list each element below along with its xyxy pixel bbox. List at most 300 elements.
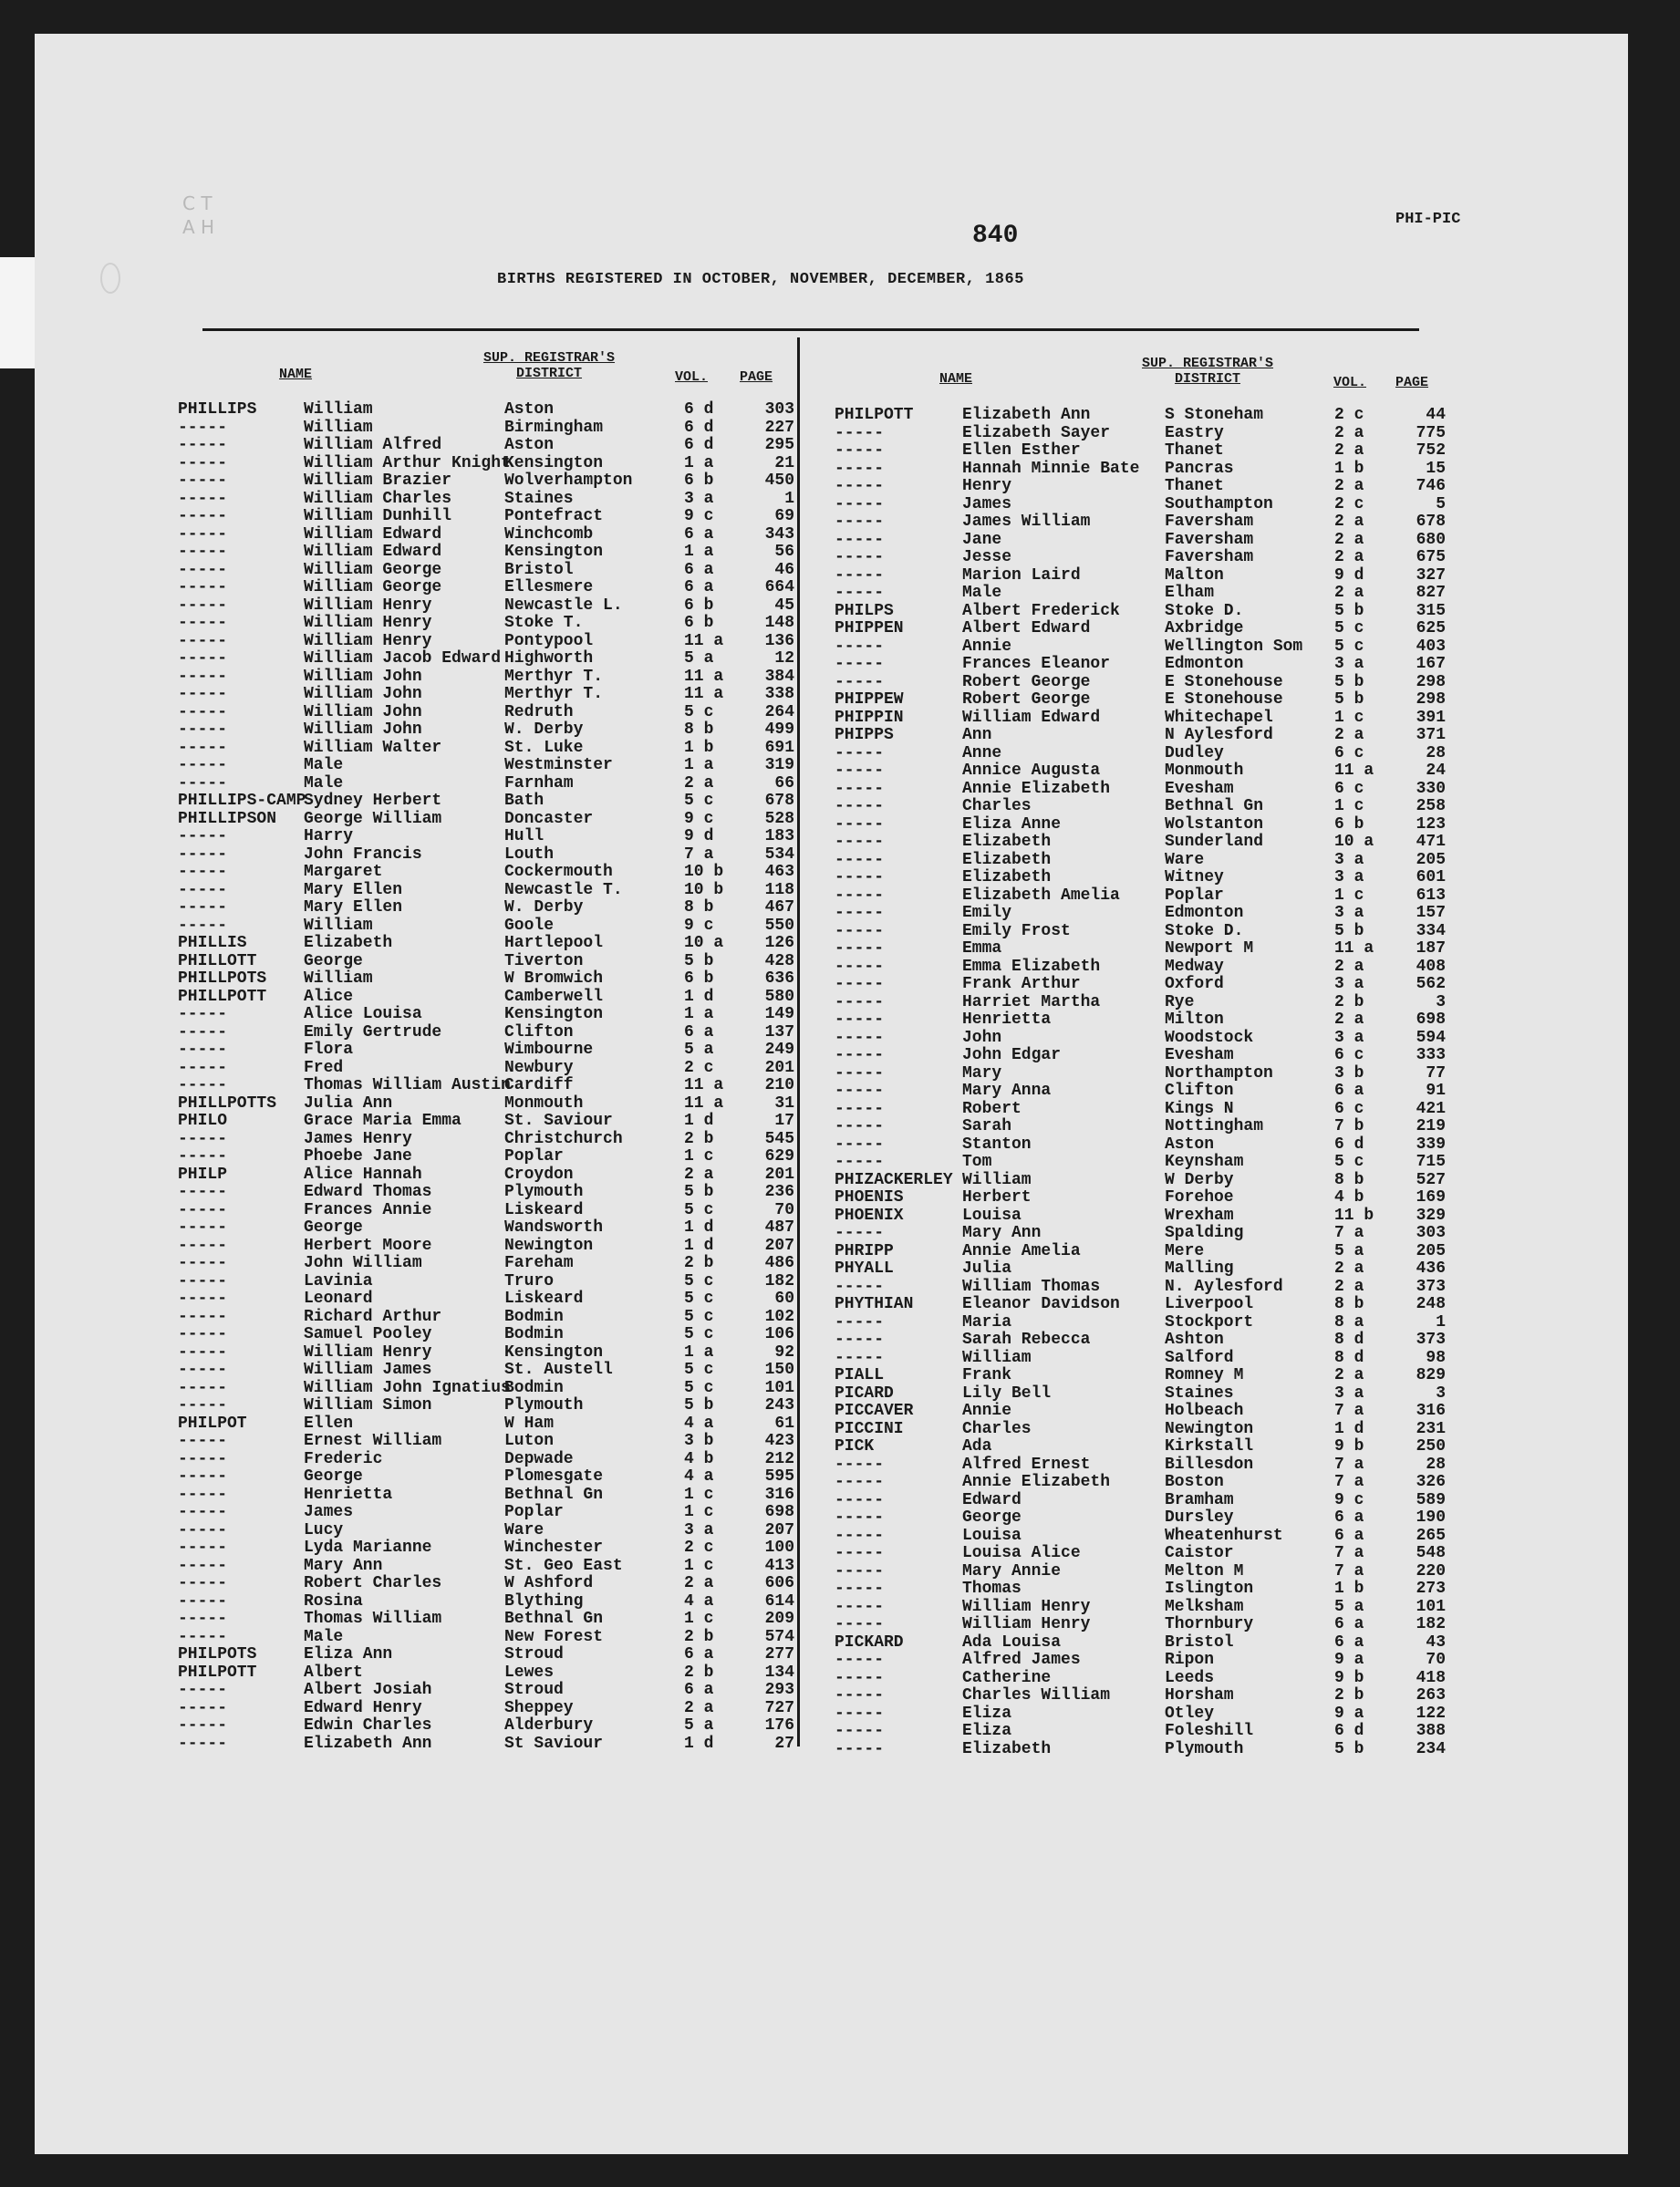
entry-district: Stroud bbox=[504, 1645, 564, 1664]
entry-page-ref: 21 bbox=[774, 453, 794, 472]
entry-district: Stockport bbox=[1165, 1312, 1254, 1332]
entry-district: Axbridge bbox=[1165, 619, 1244, 637]
entry-volume: 7 a bbox=[1334, 1224, 1364, 1242]
entry-page-ref: 373 bbox=[1416, 1277, 1446, 1296]
entry-volume: 2 a bbox=[1334, 1277, 1364, 1296]
entry-volume: 9 a bbox=[1334, 1704, 1364, 1723]
entry-volume: 1 c bbox=[684, 1556, 714, 1575]
entry-district: Kensington bbox=[504, 1005, 604, 1023]
header-district-left: SUP. REGISTRAR'S DISTRICT bbox=[483, 350, 616, 381]
entry-surname: ----- bbox=[178, 578, 228, 596]
entry-volume: 9 c bbox=[684, 507, 714, 525]
entry-surname: ----- bbox=[835, 1473, 885, 1491]
entry-surname: ----- bbox=[835, 1597, 885, 1616]
entry-district: Monmouth bbox=[504, 1094, 584, 1113]
entry-volume: 5 c bbox=[684, 1271, 714, 1290]
entry-district: Aston bbox=[1165, 1135, 1215, 1154]
entry-district: W Ashford bbox=[504, 1574, 594, 1592]
entry-volume: 1 a bbox=[684, 1005, 714, 1023]
entry-district: Liverpool bbox=[1165, 1295, 1254, 1313]
entry-page-ref: 629 bbox=[764, 1147, 794, 1166]
entry-volume: 6 a bbox=[684, 560, 714, 579]
entry-page-ref: 205 bbox=[1416, 1241, 1446, 1260]
entry-volume: 11 b bbox=[1334, 1206, 1374, 1225]
entry-given-name: Lucy bbox=[304, 1520, 344, 1539]
entry-page-ref: 678 bbox=[764, 792, 794, 810]
entry-volume: 1 d bbox=[684, 1218, 714, 1237]
entry-district: Medway bbox=[1165, 957, 1224, 976]
entry-page-ref: 827 bbox=[1416, 584, 1446, 602]
entry-volume: 6 c bbox=[1334, 743, 1364, 762]
entry-given-name: William bbox=[304, 969, 373, 988]
entry-district: Malton bbox=[1165, 565, 1224, 585]
entry-volume: 2 a bbox=[684, 1698, 714, 1717]
entry-given-name: William Henry bbox=[962, 1615, 1091, 1633]
entry-surname: ----- bbox=[178, 507, 228, 525]
entry-district: Newbury bbox=[504, 1058, 574, 1077]
entry-surname: ----- bbox=[178, 1290, 228, 1308]
entry-volume: 6 a bbox=[1334, 1508, 1364, 1527]
entry-district: Kirkstall bbox=[1165, 1437, 1254, 1456]
entry-district: St. Saviour bbox=[504, 1112, 613, 1130]
entry-district: Kings N bbox=[1165, 1099, 1234, 1118]
entry-surname: ----- bbox=[178, 614, 228, 632]
entry-given-name: Albert Edward bbox=[962, 619, 1091, 637]
entry-volume: 5 b bbox=[1334, 672, 1364, 691]
entry-volume: 5 c bbox=[684, 1200, 714, 1219]
entry-surname: ----- bbox=[835, 975, 885, 993]
entry-surname: PHILP bbox=[178, 1165, 228, 1184]
entry-volume: 5 c bbox=[684, 1325, 714, 1343]
entry-surname: ----- bbox=[178, 1307, 228, 1326]
entry-surname: PHILPS bbox=[835, 601, 894, 620]
entry-district: Milton bbox=[1165, 1011, 1224, 1029]
entry-volume: 7 a bbox=[1334, 1402, 1364, 1420]
entry-surname: ----- bbox=[835, 921, 885, 940]
entry-given-name: Mary Ellen bbox=[304, 898, 403, 917]
entry-surname: ----- bbox=[178, 1716, 228, 1735]
entry-district: W Derby bbox=[1165, 1170, 1234, 1189]
entry-given-name: Annice Augusta bbox=[962, 762, 1101, 780]
entry-surname: PHILPOTT bbox=[178, 1663, 257, 1682]
entry-volume: 9 d bbox=[684, 827, 714, 845]
entry-given-name: William Henry bbox=[304, 596, 432, 615]
entry-page-ref: 333 bbox=[1416, 1046, 1446, 1064]
entry-district: Bristol bbox=[504, 560, 574, 579]
entry-district: Newington bbox=[504, 1236, 594, 1255]
entry-page-ref: 295 bbox=[764, 436, 794, 454]
entry-surname: PHILPOTT bbox=[835, 406, 914, 424]
entry-given-name: Leonard bbox=[304, 1290, 373, 1308]
entry-district: Pontypool bbox=[504, 631, 594, 650]
entry-surname: ----- bbox=[178, 1467, 228, 1486]
entry-surname: ----- bbox=[178, 773, 228, 793]
entry-given-name: Alice Hannah bbox=[304, 1165, 422, 1184]
entry-district: Ware bbox=[504, 1520, 544, 1539]
entry-volume: 6 b bbox=[684, 596, 714, 615]
entry-district: St. Austell bbox=[504, 1361, 613, 1379]
entry-volume: 2 a bbox=[684, 773, 714, 793]
entry-volume: 5 c bbox=[684, 1378, 714, 1397]
entry-district: Wandsworth bbox=[504, 1218, 604, 1237]
entry-page-ref: 123 bbox=[1416, 814, 1446, 834]
entry-volume: 7 a bbox=[1334, 1544, 1364, 1562]
entry-volume: 2 a bbox=[1334, 1259, 1364, 1278]
entry-district: Poplar bbox=[1165, 886, 1224, 905]
entry-surname: ----- bbox=[178, 649, 228, 668]
entry-given-name: Phoebe Jane bbox=[304, 1147, 412, 1166]
entry-district: Whitechapel bbox=[1165, 708, 1273, 727]
entry-surname: ----- bbox=[178, 1485, 228, 1504]
entry-page-ref: 3 bbox=[1436, 1384, 1446, 1403]
entry-page-ref: 236 bbox=[764, 1183, 794, 1201]
entry-surname: ----- bbox=[178, 1698, 228, 1717]
entry-page-ref: 371 bbox=[1416, 726, 1446, 744]
entry-district: Merthyr T. bbox=[504, 685, 604, 703]
entry-district: Dudley bbox=[1165, 743, 1224, 762]
entry-surname: ----- bbox=[835, 1277, 885, 1296]
entry-surname: ----- bbox=[835, 1490, 885, 1509]
entry-district: Aston bbox=[504, 436, 555, 454]
entry-volume: 1 c bbox=[1334, 708, 1364, 727]
entry-given-name: Ellen Esther bbox=[962, 441, 1081, 460]
entry-district: Winchcomb bbox=[504, 524, 594, 544]
entry-district: Nottingham bbox=[1165, 1117, 1264, 1135]
entry-page-ref: 775 bbox=[1416, 423, 1446, 442]
entry-volume: 5 c bbox=[1334, 637, 1364, 656]
entry-volume: 6 a bbox=[684, 1022, 714, 1042]
entry-page-ref: 319 bbox=[764, 756, 794, 774]
entry-district: Pontefract bbox=[504, 507, 604, 525]
entry-volume: 5 b bbox=[1334, 601, 1364, 620]
entry-given-name: George bbox=[304, 1218, 363, 1237]
entry-district: N. Aylesford bbox=[1165, 1277, 1283, 1296]
entry-district: Horsham bbox=[1165, 1686, 1234, 1705]
entry-surname: ----- bbox=[178, 1218, 228, 1237]
entry-surname: PHIPPEW bbox=[835, 690, 904, 709]
entry-surname: ----- bbox=[178, 1342, 228, 1362]
entry-page-ref: 303 bbox=[764, 400, 794, 419]
entry-volume: 7 a bbox=[1334, 1561, 1364, 1581]
entry-page-ref: 436 bbox=[1416, 1259, 1446, 1278]
entry-surname: ----- bbox=[178, 1076, 228, 1094]
entry-page-ref: 66 bbox=[774, 773, 794, 793]
entry-given-name: Henrietta bbox=[962, 1011, 1052, 1029]
entry-page-ref: 28 bbox=[1426, 743, 1446, 762]
page-number: 840 bbox=[972, 222, 1019, 250]
entry-surname: ----- bbox=[178, 1378, 228, 1397]
entry-volume: 3 b bbox=[1334, 1063, 1364, 1083]
entry-district: Staines bbox=[1165, 1384, 1234, 1403]
entry-surname: ----- bbox=[178, 631, 228, 650]
entry-page-ref: 746 bbox=[1416, 477, 1446, 495]
entry-given-name: Thomas bbox=[962, 1580, 1021, 1598]
entry-district: Bodmin bbox=[504, 1307, 564, 1326]
entry-given-name: Mary Annie bbox=[962, 1561, 1062, 1581]
entry-given-name: William John Ignatius bbox=[304, 1378, 511, 1397]
entry-surname: ----- bbox=[835, 868, 885, 886]
entry-surname: ----- bbox=[835, 1651, 885, 1669]
entry-volume: 4 b bbox=[1334, 1188, 1364, 1207]
entry-given-name: William Henry bbox=[304, 1342, 432, 1362]
entry-surname: ----- bbox=[178, 1556, 228, 1575]
entry-given-name: Emma bbox=[962, 939, 1002, 958]
entry-given-name: Harriet Martha bbox=[962, 992, 1101, 1011]
entry-surname: ----- bbox=[835, 672, 885, 691]
entry-district: St. Luke bbox=[504, 738, 584, 757]
entry-page-ref: 157 bbox=[1416, 904, 1446, 922]
entry-surname: ----- bbox=[178, 1183, 228, 1201]
entry-given-name: Albert Josiah bbox=[304, 1681, 432, 1699]
entry-page-ref: 418 bbox=[1416, 1668, 1446, 1687]
entry-surname: PHYTHIAN bbox=[835, 1295, 914, 1313]
entry-volume: 3 a bbox=[684, 489, 714, 508]
entry-page-ref: 1 bbox=[1436, 1312, 1446, 1332]
entry-page-ref: 207 bbox=[764, 1236, 794, 1255]
entry-page-ref: 413 bbox=[764, 1556, 794, 1575]
entry-page-ref: 636 bbox=[764, 969, 794, 988]
entry-given-name: Edwin Charles bbox=[304, 1716, 432, 1735]
entry-surname: ----- bbox=[835, 459, 885, 478]
entry-district: Lewes bbox=[504, 1663, 555, 1682]
entry-district: Cardiff bbox=[504, 1076, 574, 1094]
entry-surname: ----- bbox=[835, 423, 885, 442]
entry-district: E Stonehouse bbox=[1165, 672, 1283, 691]
entry-given-name: Elizabeth Ann bbox=[962, 406, 1091, 424]
entry-surname: ----- bbox=[835, 1135, 885, 1154]
entry-volume: 5 a bbox=[684, 1041, 714, 1059]
entry-surname: ----- bbox=[178, 1610, 228, 1628]
entry-given-name: William bbox=[304, 418, 373, 437]
entry-volume: 6 d bbox=[684, 400, 714, 419]
entry-page-ref: 595 bbox=[764, 1467, 794, 1486]
entry-surname: ----- bbox=[835, 1561, 885, 1581]
entry-page-ref: 391 bbox=[1416, 708, 1446, 727]
entry-page-ref: 101 bbox=[1416, 1597, 1446, 1616]
entry-district: Plymouth bbox=[504, 1183, 584, 1201]
entry-district: W Bromwich bbox=[504, 969, 604, 988]
entry-volume: 6 d bbox=[1334, 1722, 1364, 1740]
entry-page-ref: 70 bbox=[774, 1200, 794, 1219]
entry-page-ref: 56 bbox=[774, 543, 794, 561]
entry-district: Tiverton bbox=[504, 951, 584, 970]
entry-surname: PHIPPIN bbox=[835, 708, 904, 727]
entry-page-ref: 265 bbox=[1416, 1526, 1446, 1545]
entry-volume: 3 a bbox=[1334, 1384, 1364, 1403]
entry-volume: 1 a bbox=[684, 453, 714, 472]
entry-volume: 2 a bbox=[1334, 584, 1364, 602]
entry-volume: 1 c bbox=[684, 1147, 714, 1166]
entry-surname: ----- bbox=[835, 1153, 885, 1171]
punch-hole bbox=[100, 263, 120, 294]
entry-volume: 5 c bbox=[1334, 1153, 1364, 1171]
entry-given-name: Harry bbox=[304, 827, 354, 845]
entry-surname: ----- bbox=[835, 1028, 885, 1047]
entry-volume: 6 c bbox=[1334, 1046, 1364, 1064]
entry-given-name: James William bbox=[962, 513, 1091, 531]
entry-given-name: William John bbox=[304, 667, 422, 686]
entry-page-ref: 715 bbox=[1416, 1153, 1446, 1171]
entry-page-ref: 384 bbox=[764, 667, 794, 686]
entry-surname: ----- bbox=[178, 1734, 228, 1753]
header-vol-right: VOL. bbox=[1333, 375, 1367, 390]
entry-surname: ----- bbox=[178, 418, 228, 437]
entry-page-ref: 339 bbox=[1416, 1135, 1446, 1154]
entry-surname: ----- bbox=[178, 1681, 228, 1699]
entry-page-ref: 219 bbox=[1416, 1117, 1446, 1135]
entry-page-ref: 403 bbox=[1416, 637, 1446, 656]
entry-district: Faversham bbox=[1165, 513, 1254, 531]
entry-given-name: Lyda Marianne bbox=[304, 1539, 432, 1557]
entry-district: Evesham bbox=[1165, 779, 1234, 798]
entry-district: Bethnal Gn bbox=[1165, 797, 1264, 815]
entry-volume: 11 a bbox=[684, 685, 724, 703]
entry-volume: 4 b bbox=[684, 1449, 714, 1468]
entry-surname: ----- bbox=[178, 827, 228, 845]
entry-volume: 6 b bbox=[1334, 814, 1364, 834]
entry-given-name: Stanton bbox=[962, 1135, 1032, 1154]
entry-volume: 5 c bbox=[684, 792, 714, 810]
entry-volume: 1 c bbox=[684, 1485, 714, 1504]
entry-volume: 8 b bbox=[684, 898, 714, 917]
entry-page-ref: 248 bbox=[1416, 1295, 1446, 1313]
entry-volume: 6 b bbox=[684, 472, 714, 490]
entry-page-ref: 201 bbox=[764, 1165, 794, 1184]
entry-district: Hartlepool bbox=[504, 934, 604, 952]
entry-volume: 1 d bbox=[684, 1236, 714, 1255]
entry-surname: ----- bbox=[178, 1147, 228, 1166]
entry-surname: PICARD bbox=[835, 1384, 894, 1403]
entry-district: Highworth bbox=[504, 649, 594, 668]
entry-given-name: William George bbox=[304, 578, 442, 596]
entry-given-name: James bbox=[304, 1503, 354, 1521]
entry-page-ref: 298 bbox=[1416, 690, 1446, 709]
entry-given-name: Elizabeth Amelia bbox=[962, 886, 1120, 905]
entry-volume: 2 a bbox=[1334, 726, 1364, 744]
entry-district: Thanet bbox=[1165, 477, 1224, 495]
entry-given-name: William Henry bbox=[304, 631, 432, 650]
entry-page-ref: 316 bbox=[1416, 1402, 1446, 1420]
entry-page-ref: 190 bbox=[1416, 1508, 1446, 1527]
entry-volume: 6 d bbox=[684, 418, 714, 437]
entry-page-ref: 550 bbox=[764, 916, 794, 935]
entry-surname: PHIZACKERLEY bbox=[835, 1170, 953, 1189]
entry-given-name: James Henry bbox=[304, 1129, 412, 1148]
entry-volume: 10 b bbox=[684, 863, 724, 881]
entry-page-ref: 210 bbox=[764, 1076, 794, 1094]
entry-given-name: Frances Annie bbox=[304, 1200, 432, 1219]
entry-volume: 6 a bbox=[1334, 1632, 1364, 1652]
entry-page-ref: 118 bbox=[764, 880, 794, 899]
entry-given-name: Male bbox=[304, 1627, 344, 1646]
entry-surname: ----- bbox=[178, 1539, 228, 1557]
entry-volume: 2 b bbox=[684, 1663, 714, 1682]
entry-page-ref: 24 bbox=[1426, 762, 1446, 780]
entry-page-ref: 698 bbox=[1416, 1011, 1446, 1029]
entry-page-ref: 61 bbox=[774, 1414, 794, 1433]
entry-surname: ----- bbox=[835, 1544, 885, 1562]
entry-surname: ----- bbox=[835, 1117, 885, 1135]
entry-page-ref: 528 bbox=[764, 809, 794, 828]
entry-given-name: Annie bbox=[962, 1402, 1012, 1420]
entry-surname: ----- bbox=[178, 880, 228, 899]
entry-volume: 8 a bbox=[1334, 1312, 1364, 1332]
header-name-right: NAME bbox=[939, 371, 973, 387]
entry-given-name: Alfred James bbox=[962, 1651, 1081, 1669]
entry-volume: 10 a bbox=[1334, 833, 1374, 851]
entry-volume: 6 a bbox=[684, 578, 714, 596]
entry-volume: 4 a bbox=[684, 1467, 714, 1486]
entry-page-ref: 249 bbox=[764, 1041, 794, 1059]
entry-volume: 2 a bbox=[684, 1165, 714, 1184]
entry-given-name: Thomas William Austin bbox=[304, 1076, 511, 1094]
page-edge-tab bbox=[0, 257, 35, 368]
entry-surname: PHRIPP bbox=[835, 1241, 894, 1260]
entry-district: Edmonton bbox=[1165, 655, 1244, 673]
entry-given-name: John bbox=[962, 1028, 1002, 1047]
entry-page-ref: 487 bbox=[764, 1218, 794, 1237]
entry-volume: 6 a bbox=[1334, 1526, 1364, 1545]
entry-given-name: Catherine bbox=[962, 1668, 1052, 1687]
entry-district: Birmingham bbox=[504, 418, 604, 437]
entry-surname: PHILLIPSON bbox=[178, 809, 277, 828]
entry-volume: 1 c bbox=[1334, 886, 1364, 905]
entry-volume: 1 b bbox=[684, 738, 714, 757]
entry-given-name: Marion Laird bbox=[962, 565, 1081, 585]
entry-surname: PICKARD bbox=[835, 1632, 904, 1652]
entry-page-ref: 167 bbox=[1416, 655, 1446, 673]
pencil-margin-note: C T A H bbox=[182, 192, 215, 238]
entry-district: Truro bbox=[504, 1271, 555, 1290]
entry-given-name: William bbox=[304, 400, 373, 419]
entry-surname: ----- bbox=[835, 992, 885, 1011]
entry-given-name: Jane bbox=[962, 530, 1002, 549]
entry-volume: 1 a bbox=[684, 1342, 714, 1362]
entry-volume: 2 b bbox=[684, 1254, 714, 1272]
entry-surname: PHOENIX bbox=[835, 1206, 904, 1225]
entry-surname: ----- bbox=[178, 1591, 228, 1611]
entry-given-name: Ada Louisa bbox=[962, 1632, 1062, 1652]
entry-district: Faversham bbox=[1165, 530, 1254, 549]
entry-district: Farnham bbox=[504, 773, 574, 793]
entry-volume: 5 c bbox=[1334, 619, 1364, 637]
entry-page-ref: 28 bbox=[1426, 1455, 1446, 1474]
entry-district: Plymouth bbox=[504, 1396, 584, 1415]
entry-page-ref: 471 bbox=[1416, 833, 1446, 851]
entry-page-ref: 562 bbox=[1416, 975, 1446, 993]
entry-volume: 7 a bbox=[1334, 1473, 1364, 1491]
entry-given-name: Eliza Ann bbox=[304, 1645, 393, 1664]
entry-surname: ----- bbox=[835, 1722, 885, 1740]
entry-surname: ----- bbox=[835, 513, 885, 531]
entry-given-name: Mary Anna bbox=[962, 1082, 1052, 1100]
entry-page-ref: 69 bbox=[774, 507, 794, 525]
entry-district: Stoke D. bbox=[1165, 601, 1244, 620]
entry-district: Boston bbox=[1165, 1473, 1224, 1491]
entry-page-ref: 149 bbox=[764, 1005, 794, 1023]
entry-page-ref: 428 bbox=[764, 951, 794, 970]
entry-volume: 11 a bbox=[684, 667, 724, 686]
entry-volume: 3 a bbox=[1334, 1028, 1364, 1047]
entry-district: Bramham bbox=[1165, 1490, 1234, 1509]
entry-district: E Stonehouse bbox=[1165, 690, 1283, 709]
entry-given-name: Alice bbox=[304, 987, 354, 1006]
entry-volume: 11 a bbox=[684, 1094, 724, 1113]
entry-district: S Stoneham bbox=[1165, 406, 1264, 424]
entry-district: Witney bbox=[1165, 868, 1224, 886]
entry-page-ref: 527 bbox=[1416, 1170, 1446, 1189]
entry-page-ref: 574 bbox=[764, 1627, 794, 1646]
